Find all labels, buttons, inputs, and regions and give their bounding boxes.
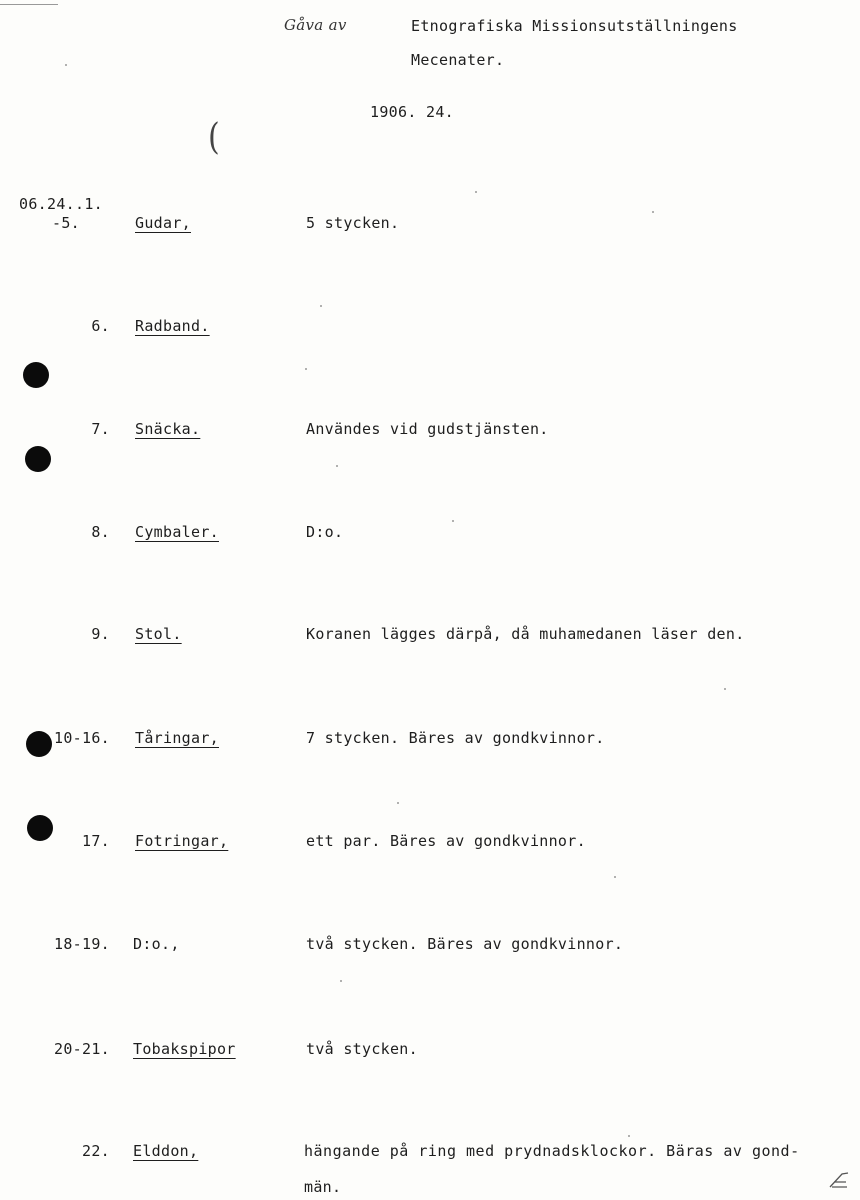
entry-number: 17. <box>82 832 110 850</box>
entry-description: hängande på ring med prydnadsklockor. Bäras av gond- <box>304 1142 800 1160</box>
speck <box>305 368 307 370</box>
speck <box>397 802 399 804</box>
entry-number: 20-21. <box>54 1040 110 1058</box>
entry-number: 8. <box>91 523 110 541</box>
handwritten-note: Gåva av <box>284 16 347 34</box>
speck <box>614 876 616 878</box>
entry-number: 18-19. <box>54 935 110 953</box>
entry-name: Fotringar, <box>135 832 229 850</box>
entry-number: 7. <box>91 420 110 438</box>
entry-description: 7 stycken. Bäres av gondkvinnor. <box>306 729 605 747</box>
speck <box>652 211 654 213</box>
entry-name: Tåringar, <box>135 729 219 747</box>
entry-description: två stycken. Bäres av gondkvinnor. <box>306 935 624 953</box>
speck <box>724 688 726 690</box>
entry-description: 5 stycken. <box>306 214 400 232</box>
entry-description: D:o. <box>306 523 344 541</box>
speck <box>336 465 338 467</box>
entry-name: Tobakspipor <box>133 1040 236 1058</box>
entry-name: Gudar, <box>135 214 191 232</box>
entry-description: ett par. Bäres av gondkvinnor. <box>306 832 586 850</box>
document-title: Etnografiska Missionsutställningens <box>411 17 738 35</box>
speck <box>320 305 322 307</box>
document-date: 1906. 24. <box>370 103 454 121</box>
entry-number: 6. <box>91 317 110 335</box>
speck <box>475 191 477 193</box>
entry-name: Stol. <box>135 625 182 643</box>
pencil-check-mark <box>828 1170 850 1190</box>
pencil-mark: ( <box>208 116 221 159</box>
entry-name: Radband. <box>135 317 210 335</box>
punch-hole <box>23 362 49 388</box>
entry-number: 9. <box>91 625 110 643</box>
speck <box>65 64 67 66</box>
entry-name: Elddon, <box>133 1142 199 1160</box>
catalog-series-prefix: 06.24..1. <box>19 195 103 213</box>
top-rule <box>0 4 58 5</box>
speck <box>340 980 342 982</box>
punch-hole <box>25 446 51 472</box>
entry-name: D:o., <box>133 935 180 953</box>
entry-description-continuation: män. <box>304 1178 342 1196</box>
entry-number: -5. <box>52 214 80 232</box>
entry-description: Koranen lägges därpå, då muhamedanen läser den. <box>306 625 745 643</box>
entry-name: Cymbaler. <box>135 523 219 541</box>
document-subtitle: Mecenater. <box>411 51 505 69</box>
speck <box>628 1135 630 1137</box>
entry-description: Användes vid gudstjänsten. <box>306 420 549 438</box>
entry-number: 22. <box>82 1142 110 1160</box>
entry-number: 10-16. <box>54 729 110 747</box>
entry-description: två stycken. <box>306 1040 418 1058</box>
speck <box>452 520 454 522</box>
entry-name: Snäcka. <box>135 420 201 438</box>
